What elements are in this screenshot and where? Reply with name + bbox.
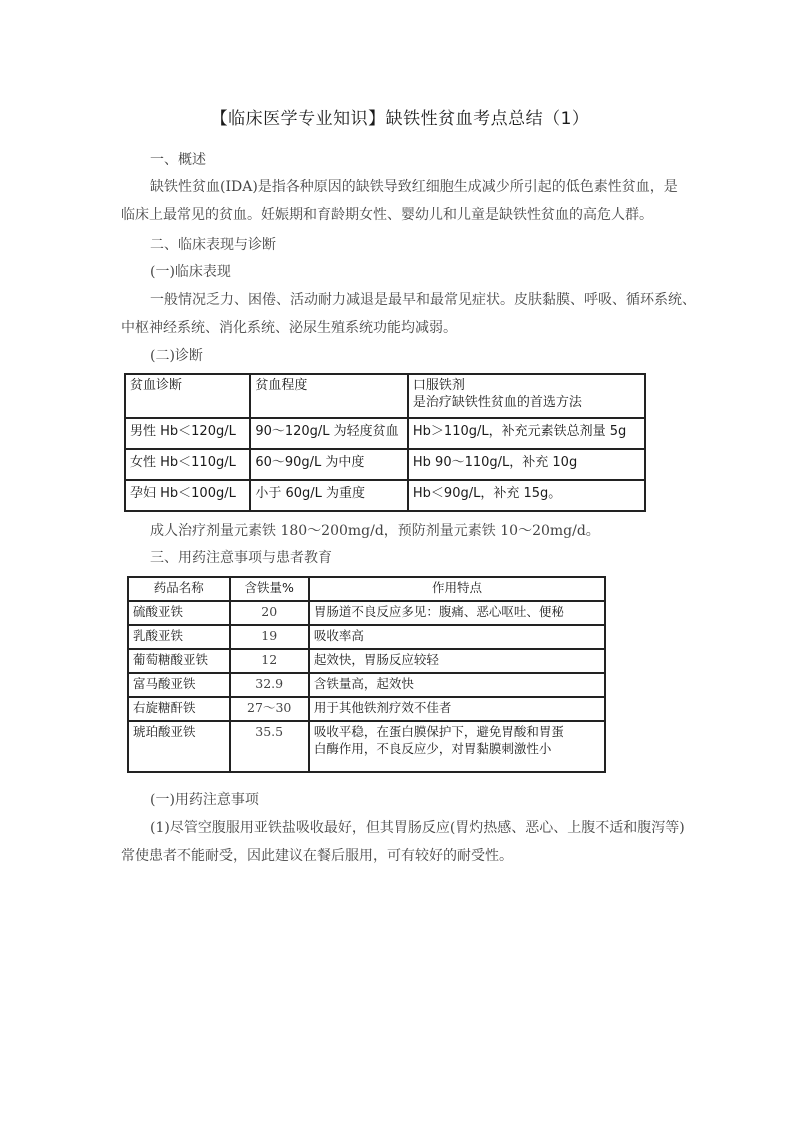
table-cell: 60～90g/L 为中度	[250, 449, 408, 480]
table-header-row	[125, 374, 645, 418]
table-cell: 含铁量高，起效快	[309, 673, 605, 697]
document-title: 【临床医学专业知识】缺铁性贫血考点总结（1）	[210, 109, 590, 129]
table-cell-line: 吸收平稳，在蛋白膜保护下，避免胃酸和胃蛋	[313, 724, 564, 739]
table-cell: 小于 60g/L 为重度	[250, 480, 408, 511]
precaution-paragraph-line-1: (1)尽管空腹服用亚铁盐吸收最好，但其胃肠反应(胃灼热感、恶心、上腹不适和腹泻等)	[150, 820, 685, 836]
table-cell: 女性 Hb＜110g/L	[125, 449, 250, 480]
table-cell: 葡萄糖酸亚铁	[128, 649, 230, 673]
table-row	[125, 418, 645, 449]
table-cell: 35.5	[230, 721, 309, 772]
table-cell: 富马酸亚铁	[128, 673, 230, 697]
table-cell: 27～30	[230, 697, 309, 721]
drug-table	[127, 576, 606, 773]
table-row	[125, 480, 645, 511]
table-cell-line: 白酶作用，不良反应少，对胃黏膜刺激性小	[313, 741, 552, 756]
table-cell: 乳酸亚铁	[128, 625, 230, 649]
table-cell: 硫酸亚铁	[128, 601, 230, 625]
table-cell: 32.9	[230, 673, 309, 697]
table-cell: Hb＜90g/L，补充 15g。	[408, 480, 645, 511]
header-cell-line: 是治疗缺铁性贫血的首选方法	[412, 395, 582, 410]
table-cell: 孕妇 Hb＜100g/L	[125, 480, 250, 511]
table-cell: 右旋糖酐铁	[128, 697, 230, 721]
header-cell: 贫血诊断	[125, 374, 250, 418]
overview-paragraph-line-2: 临床上最常见的贫血。妊娠期和育龄期女性、婴幼儿和儿童是缺铁性贫血的高危人群。	[121, 207, 653, 223]
table-header-row	[128, 577, 605, 601]
diagnosis-table	[124, 373, 646, 512]
clinical-paragraph-line-2: 中枢神经系统、消化系统、泌尿生殖系统功能均减弱。	[121, 320, 457, 336]
header-cell: 含铁量%	[230, 577, 309, 601]
header-cell: 贫血程度	[250, 374, 408, 418]
dose-line: 成人治疗剂量元素铁 180～200mg/d，预防剂量元素铁 10～20mg/d。	[150, 523, 600, 539]
table-row	[128, 697, 605, 721]
table-cell: 琥珀酸亚铁	[128, 721, 230, 772]
table-cell: 19	[230, 625, 309, 649]
table-cell: Hb 90～110g/L，补充 10g	[408, 449, 645, 480]
table-cell: 胃肠道不良反应多见：腹痛、恶心呕吐、便秘	[309, 601, 605, 625]
overview-paragraph-line-1: 缺铁性贫血(IDA)是指各种原因的缺铁导致红细胞生成减少所引起的低色素性贫血，是	[150, 179, 678, 195]
table-cell: 90～120g/L 为轻度贫血	[250, 418, 408, 449]
precaution-paragraph-line-2: 常使患者不能耐受，因此建议在餐后服用，可有较好的耐受性。	[121, 848, 513, 864]
table-cell	[309, 721, 605, 772]
precaution-subheading: (一)用药注意事项	[150, 792, 259, 808]
table-cell: 12	[230, 649, 309, 673]
clinical-paragraph-line-1: 一般情况乏力、困倦、活动耐力减退是最早和最常见症状。皮肤黏膜、呼吸、循环系统、	[150, 292, 696, 308]
header-cell-line: 口服铁剂	[412, 378, 465, 393]
table-row	[128, 625, 605, 649]
table-row	[128, 601, 605, 625]
table-cell: 起效快，胃肠反应较轻	[309, 649, 605, 673]
table-cell: 男性 Hb＜120g/L	[125, 418, 250, 449]
table-cell: 用于其他铁剂疗效不佳者	[309, 697, 605, 721]
table-row	[128, 673, 605, 697]
drug-heading: 三、用药注意事项与患者教育	[150, 550, 332, 566]
clinical-heading: 二、临床表现与诊断	[150, 237, 276, 253]
header-cell	[408, 374, 645, 418]
table-row	[125, 449, 645, 480]
table-row	[128, 649, 605, 673]
table-cell: 20	[230, 601, 309, 625]
header-cell: 作用特点	[309, 577, 605, 601]
overview-heading: 一、概述	[150, 152, 206, 168]
table-row	[128, 721, 605, 772]
table-cell: 吸收率高	[309, 625, 605, 649]
clinical-subheading-2: (二)诊断	[150, 348, 203, 364]
header-cell: 药品名称	[128, 577, 230, 601]
clinical-subheading-1: (一)临床表现	[150, 264, 231, 280]
table-cell: Hb＞110g/L，补充元素铁总剂量 5g	[408, 418, 645, 449]
